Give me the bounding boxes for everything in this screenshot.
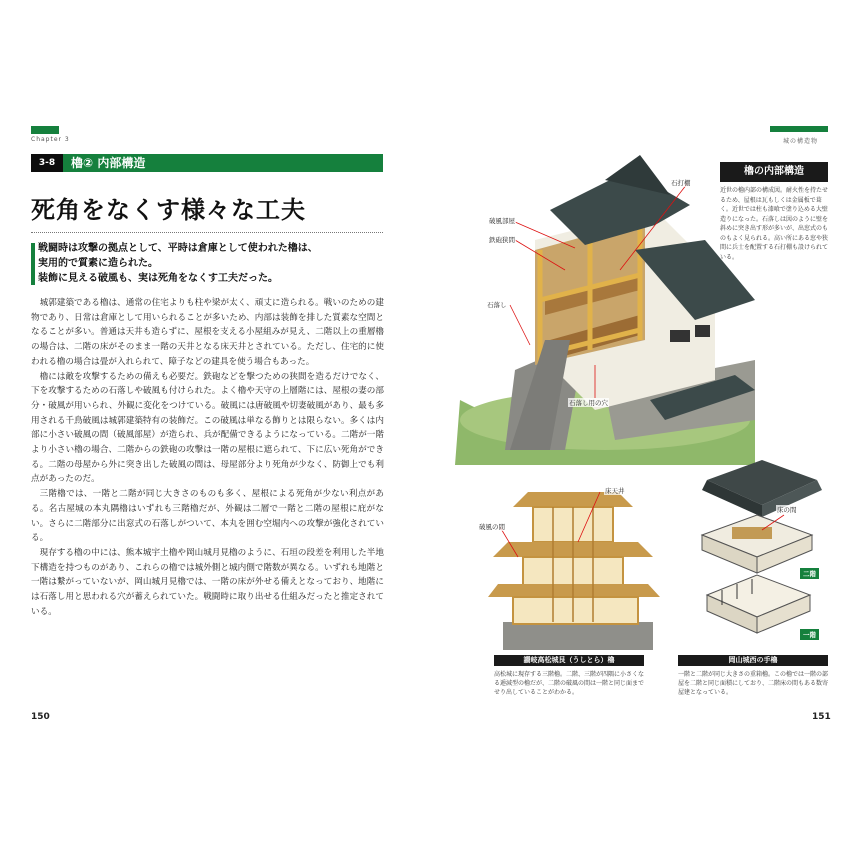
- page-number-left: 150: [31, 712, 50, 722]
- chapter-label: Chapter 3: [31, 136, 70, 143]
- body-paragraph: 櫓には敵を攻撃するための備えも必要だ。鉄砲などを撃つための狭間を造るだけでなく、下を攻撃するための石落しや破風も付けられた。よく櫓や天守の上層階には、屋根の妻の部分・破風が用いられ、外観に変化をつけている。破風には唐破風や切妻破風があり、最も多用される千鳥破風は城郭建築特有の装飾だ。この破風は単なる飾りとは限らない。多くは内部に小さい破風の間（破風部屋）が造られ、兵が配備できるようになっている。二階が一階より小さい櫓の場合、二階からの鉄砲の攻撃は一階の屋根に遮られて、下に広い死角ができる。二階の母屋から外に突き出した破風の間は、母屋部分より死角が少なく、防御上でも利点があったのだ。: [31, 371, 384, 485]
- label-ishiuchidana: 石打棚: [671, 179, 691, 187]
- lead-line: 戦闘時は攻撃の拠点として、平時は倉庫として使われた櫓は、: [38, 243, 318, 254]
- section-header: [31, 154, 383, 172]
- takamatsu-yagura-illustration: [488, 472, 663, 652]
- lead-line: 実用的で質素に造られた。: [38, 258, 158, 269]
- label-hafunoma: 破風の間: [479, 523, 505, 531]
- floor-tag-1: 一階: [800, 629, 819, 640]
- body-text: [31, 296, 384, 619]
- label-hafubeya: 破風部屋: [489, 217, 515, 225]
- caption-text-okayama: 一階と二階が同じ大きさの重箱櫓。この櫓では一階の部屋を二階と同じ面積にしており、二階床の間もある数寄屋建となっている。: [678, 671, 829, 696]
- chapter-bar-right: [770, 126, 828, 132]
- label-ishiotoshi-ana: 石落し用の穴: [569, 399, 608, 407]
- lead-text: [38, 241, 383, 286]
- info-box-title: 櫓の内部構造: [720, 162, 828, 182]
- divider: [31, 232, 383, 233]
- label-ishiotoshi: 石落し: [487, 301, 507, 309]
- caption-text-takamatsu: 高松城に現存する三階櫓。二階、三階が四隅に小さくなる逓減型の櫓だが、二階の破風の間は一階と同じ面までせり出していることがわかる。: [494, 671, 645, 696]
- floor-tag-2: 二階: [800, 568, 819, 579]
- section-title: 櫓② 内部構造: [71, 156, 146, 170]
- body-paragraph: 三階櫓では、一階と二階が同じ大きさのものも多く、屋根による死角が少ない利点がある。名古屋城の本丸隅櫓はいずれも三階櫓だが、外観は二層で一階と二階の屋根に庇がない。さらに二階部分に出窓式の石落しがついて、本丸を囲む空堀内への攻撃が強化されている。: [31, 489, 384, 544]
- info-box-text: 近世の櫓内部の構成図。耐火性を持たせるため、屋根は瓦もしくは金属板で葺く。近世では柱も漆喰で塗り込める大壁造りになった。石落しは図のように壁を斜めに突き出す形が多いが、出窓式のものもよく見られる。高い所にある窓や狭間に兵士を配置する石打棚も設けられている。: [720, 187, 829, 261]
- caption-title-okayama: 岡山城西の手櫓: [678, 655, 828, 666]
- section-number: 3-8: [31, 154, 63, 172]
- lead-marker: [31, 243, 35, 285]
- okayama-yagura-illustration: [692, 455, 827, 650]
- body-paragraph: 現存する櫓の中には、熊本城宇土櫓や岡山城月見櫓のように、石垣の段差を利用した半地下構造を持つものがあり、これらの櫓では城外側と城内側で階数が異なる。いずれも地階と一階は繋がっていないが、岡山城月見櫓では、一階の床が外せる備えとなっており、地階には石落し用と思われる穴が蓄えられていた。戦闘時に取り出せる仕組みだったと推定されている。: [31, 547, 384, 617]
- label-yukanoma: 床の間: [777, 506, 797, 514]
- caption-title-takamatsu: 讃岐高松城艮（うしとら）櫓: [494, 655, 644, 666]
- page-title: 死角をなくす様々な工夫: [31, 196, 306, 224]
- label-yukatenjo: 床天井: [605, 487, 625, 495]
- lead-line: 装飾に見える破風も、実は死角をなくす工夫だった。: [38, 273, 278, 284]
- chapter-mark: 城の構造物: [783, 138, 819, 145]
- page-number-right: 151: [812, 712, 831, 722]
- body-paragraph: 城郭建築である櫓は、通常の住宅よりも柱や梁が太く、頑丈に造られる。戦いのための建物であり、日常は倉庫として用いられることが多いため、内部は装飾を排した質素な空間となることが多い。普通は天井も造らずに、屋根を支える小屋組みが見え、二階以上の重層櫓の場合は、二階の床がそのまま一階の天井となる床天井とされている。ただし、住宅的に使われる櫓の場合は畳が入れられて、障子などの建具を使う場合もあった。: [31, 298, 384, 367]
- chapter-bar: [31, 126, 59, 134]
- label-teppozama: 鉄砲狭間: [489, 236, 515, 244]
